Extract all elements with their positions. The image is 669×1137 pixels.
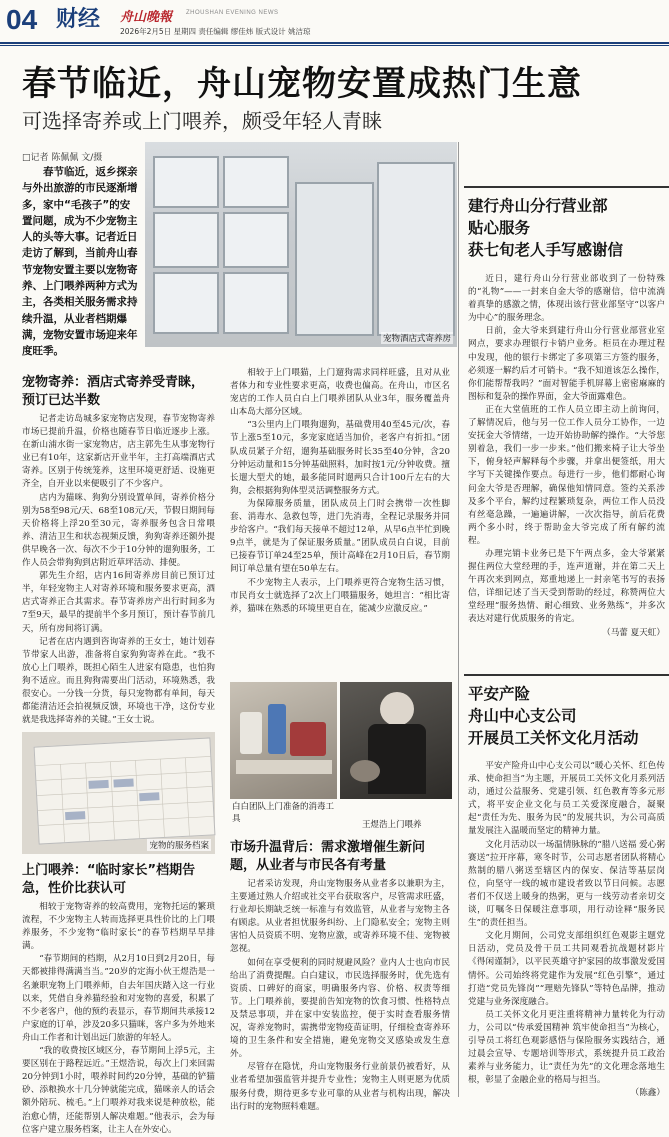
issue-meta: 2026年2月5日 星期四 责任编辑 缪佳炜 版式设计 姚洁琼 <box>120 27 311 36</box>
section3-title: 市场升温背后：需求激增催生新问题，从业者与市民各有考量 <box>230 840 426 873</box>
side1-title-line3: 获七旬老人手写感谢信 <box>468 241 624 259</box>
column-divider <box>458 142 459 1097</box>
byline: □记者 陈佩佩 文/摄 <box>22 153 103 163</box>
section2-title: 上门喂养：“临时家长”档期告急，性价比获认可 <box>22 863 196 896</box>
side2-top-rule <box>464 674 669 676</box>
photo1-caption: 宠物酒店式寄养房 <box>382 334 451 344</box>
section2-body-part1: 相较于宠物寄养的较高费用，宠物托运的繁琐流程，不少宠物主人转而选择更具性价比的上门喂养服务，不少宠物“临时家长”的春节档期早早排满。 “春节期间的档期，从2月10日到2月20日，每天都被排得满满当当。”20岁的定海小伙王煜浩是一名兼职宠物上门喂养师，自去年国庆踏入这一行业以来，凭借自身养猫经验和对宠物的喜爱，积累了不少老客户，他的预约表显示，春节期间共承接12户家庭的订单，涉及20多只猫咪，客户多为外地来舟山工作者和计划出远门旅游的年轻人。 “我的收费按区域区分，春节期间上浮5元，主要区别在于路程远近。”王煜浩说，每次上门来回需20分钟到1小时，喂养时间约20分钟，基础的铲猫砂、添粮换水十几分钟就能完成，猫咪亲人的话会额外陪玩、梳毛。”上门喂养对我来说是种放松，能治愈心情，还能帮别人解决难题。”他表示，会为每位客户建立服务档案，让主人在外安心。 <box>22 902 215 1135</box>
calendar-caption: 宠物的服务档案 <box>149 841 209 851</box>
disinfection-tools-photo <box>230 682 337 799</box>
section1-title: 宠物寄养：酒店式寄养受青睐，预订已达半数 <box>22 375 205 408</box>
section1-body: 记者走访岛城多家宠物店发现，春节宠物寄养市场已提前升温，价格也随春节日临近逐步上涨。在新山浦水街一家宠物店，店主郭先生从事宠物行业已有10年，这家新店开业半年，主打高端酒店式寄养。区别于传统笼养，这里环境更舒适、设施更齐全，自开业以来便吸引了不少客户。 店内为猫咪、狗狗分别设置单间，寄养价格分别为58至98元/天、68至108元/天，节假日期间每天价格将上浮20至30元，寄养服务包含日常喂养、清洁卫生和状态视频反馈，狗狗寄养还额外提供早晚各一次、每次不少于10分钟的遛狗服务，工作人员会带狗狗到店附近草坪活动、排便。 郭先生介绍，店内16间寄养房目前已预订过半，年轻宠物主人对寄养环境和服务要求更高，酒店式寄养正合其需求。春节寄养房产出行时间多为7至9天，最早的提前半个多月预订，预计春节前几天，所有房间将订满。 记者在店内遇到咨询寄养的王女士，她计划春节带家人出游，准备将自家狗狗寄养在此。“我不放心上门喂养，既担心陌生人进家有隐患，也怕狗狗不适应。而且狗狗需要出门活动，环境熟悉，我很安心。一分钱一分货，每只宠物都有单间，每天都能清洁还会拍视频反馈，环境也干净，这份专业就是我选择寄养的关键。”王女士说。 <box>22 414 215 726</box>
side2-body: 平安产险舟山中心支公司以“暖心关怀、红色传承、使命担当”为主题，开展员工关怀文化月系列活动，通过公益服务、党建引领、红色教育等多元形式，将平安企业文化与员工关爱深度融合，凝聚起“责任为先、服务为民”的发展共识，为公司高质量发展注入温暖而坚定的精神力量。 文化月活动以一场温情脉脉的“腊八送福 爱心粥赛送”拉开序幕，寒冬时节，公司志愿者团队将精心熬制的腊八粥送至辖区内的保安、保洁等基层岗位，向坚守一线的城市建设者致以节日问候。志愿者们不仅送上暖身的热粥，更与一线劳动者亲切交谈，叮嘱冬日保暖注意事项，用行动诠释“服务民生”的责任担当。 文化月期间，公司党支部组织红色观影主题党日活动，党员及骨干员工共同观看抗战题材影片《得闲谨制》，以平民英雄守护家园的故事激发爱国情怀。公司始终将党建作为发展“红色引擎”，通过打造“党员先锋岗”“理赔先锋队”等特色品牌，推动党建与业务深度融合。 员工关怀文化月更注重将精神力量转化为行动力，公司以“传承爱国精神 筑牢使命担当”为核心，引导员工将红色观影感悟与保险服务实践结合，通过晨会宣导、专题培训等形式，系统提升员工政治素养与业务能力，让“责任为先”的文化理念落地生根，彰显了金融企业的格局与担当。 （陈鑫） <box>468 761 665 1099</box>
home-feeding-photo <box>340 682 452 799</box>
side2-title-line2: 舟山中心支公司 <box>468 707 577 725</box>
side1-title-line2: 贴心服务 <box>468 219 531 237</box>
side2-title-line3: 开展员工关怀文化月活动 <box>468 729 639 747</box>
side1-top-rule <box>464 186 669 188</box>
section-name: 财经 <box>56 7 101 32</box>
photo2-caption: 白白团队上门准备的消毒工具 <box>232 802 335 824</box>
main-subhead: 可选择寄养或上门喂养，颇受年轻人青睐 <box>22 109 382 133</box>
page-number: 04 <box>6 4 38 35</box>
header-rule <box>0 42 669 44</box>
side2-title-line1: 平安产险 <box>468 685 531 703</box>
photo3-caption: 王煜浩上门喂养 <box>362 820 422 830</box>
newspaper-logo-en: ZHOUSHAN EVENING NEWS <box>186 10 279 16</box>
header-rule-thin <box>0 45 669 46</box>
service-calendar-photo <box>22 732 215 854</box>
lead-paragraph: 春节临近，返乡探亲与外出旅游的市民逐渐增多，家中“毛孩子”的安置问题，成为不少宠物主人的头等大事。记者近日走访了解到，当前舟山春节宠物安置主要以宠物寄养、上门喂养两种方式为主，各类相关服务需求持续升温，从业者档期爆满，宠物安置市场迎来年度旺季。 <box>22 166 138 358</box>
section3-body: 记者采访发现，舟山宠物服务从业者多以兼职为主，主要通过熟人介绍或社交平台获取客户，尽管需求旺盛，行业却长期缺乏统一标准与有效监管，从业者与宠物主各有顾虑。从业者担忧服务纠纷、上门隐私安全；宠物主则害怕人员资质不明、宠物应激，或寄养环境不佳、宠物被忽视。 如何在享受便利的同时规避风险？业内人士也向市民给出了消费提醒。白白建议，市民选择服务时，优先选有资质、口碑好的商家，明确服务内容、价格、权责等细节。上门喂养前，要提前告知宠物的饮食习惯、性格特点及禁忌事项，并在家中安装监控，便于实时查看服务情况，寄养宠物时，需携带宠物疫苗证明，仔细检查寄养环境的卫生条件和安全措施，避免宠物交叉感染或发生意外。 尽管存在隐忧，舟山宠物服务行业前景仍被看好，从业者希望加强监管并提升专业性；宠物主人则更愿为优质服务付费，期待更多专业可靠的从业者与机构出现，解决出行时的宠物照料难题。 <box>230 879 450 1112</box>
newspaper-logo: 舟山晚報 <box>120 10 173 25</box>
main-headline: 春节临近，舟山宠物安置成热门生意 <box>22 64 582 104</box>
section2-body-part2: 相较于上门喂猫，上门遛狗需求同样旺盛，且对从业者体力和专业性要求更高，收费也偏高。在舟山，市区名宠店的工作人员白白上门喂养团队从业3年，服务覆盖舟山本岛大部分区域。 “3公里内上门喂狗遛狗，基础费用40至45元/次，春节上涨5至10元，多宠家庭适当加价，老客户有折扣。”团队成员紧子介绍，遛狗基础服务时长35至40分钟，含20分钟运动量和15分钟基础照料，加时按1元/分钟收费。擅长遛大型犬的她，最多能同时遛两只合计100斤左右的大狗，会根据狗狗体型灵活调整服务方式。 为保障服务质量，团队成员上门时会携带一次性脚套、消毒水、急救包等，进门先消毒，全程记录服务并同步给客户。“我们每天接单不超过12单，从早6点半忙到晚9点半，就是为了保证服务质量。”团队成员白白说，目前已接春节订单24至25单，预计高峰在2月10日后，春节期间订单总量有望在50单左右。 不少宠物主人表示，上门喂养更符合宠物生活习惯，市民肖女士就选择了2次上门喂猫服务，她坦言：“相比寄养，猫咪在熟悉的环境里更自在，能减少应激反应。” <box>230 368 450 614</box>
pet-hotel-photo <box>145 142 457 347</box>
side1-body: 近日，建行舟山分行营业部收到了一份特殊的“礼物”——一封来自金大爷的感谢信，信中流淌着真挚的感激之情，体现出该行营业部坚守“以客户为中心”的服务理念。 日前，金大爷来到建行舟山分行营业部营业室网点，要求办理银行卡销户业务。柜员在办理过程中发现，他的银行卡绑定了多项第三方签约服务，必须逐一解约后才可销卡。“我不知道该怎么操作，你们能帮帮我吗？”面对智能手机屏幕上密密麻麻的图标和复杂的操作界面，金大爷面露难色。 正在大堂值班的工作人员立即主动上前询问，了解情况后，他与另一位工作人员分工协作，一边安抚金大爷情绪，一边开始协助解约操作。“大爷您别着急，我们一步一步来。”他们搬来椅子让大爷坐下，俯身轻声解释每个步骤，并拿出便签纸，用大字写下关键操作要点。每进行一步，他们都耐心询问金大爷是否理解，确保他知情同意。签约关系涉及多个平台，解约过程繁琐复杂，两位工作人员没有丝毫急躁，一遍遍讲解，一次次指导，前后花费两个多小时，终于帮助金大爷完成了所有解约流程。 办理完销卡业务已是下午两点多，金大爷紧紧握住两位大堂经理的手，连声道谢，并在第二天上午再次来到网点，郑重地递上一封亲笔书写的表扬信，详细记述了当天受到帮助的经过，称赞两位大堂经理“服务热情、耐心细致、业务熟练”，并多次表达对建行优质服务的肯定。 （马蕾 夏天虹） <box>468 274 665 638</box>
side1-title-line1: 建行舟山分行营业部 <box>468 197 608 215</box>
